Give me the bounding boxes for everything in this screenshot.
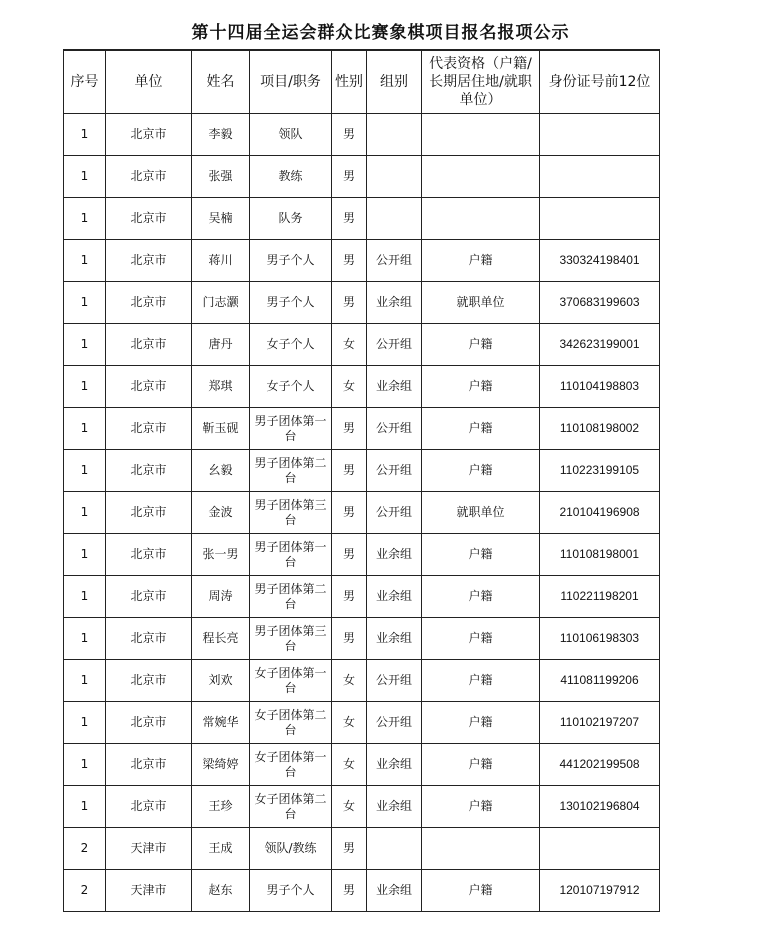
cell-name: 张强 — [192, 156, 250, 198]
cell-unit: 北京市 — [106, 534, 192, 576]
cell-unit: 北京市 — [106, 450, 192, 492]
cell-id-prefix: 110102197207 — [540, 702, 660, 744]
cell-eligibility: 户籍 — [422, 450, 540, 492]
cell-eligibility: 户籍 — [422, 786, 540, 828]
cell-event-role: 男子团体第一台 — [250, 534, 332, 576]
cell-group: 业余组 — [367, 282, 422, 324]
cell-name: 程长亮 — [192, 618, 250, 660]
table-row — [64, 114, 660, 156]
cell-eligibility: 户籍 — [422, 618, 540, 660]
header-id-prefix: 身份证号前12位 — [540, 50, 660, 114]
cell-index: 1 — [64, 324, 106, 366]
cell-name: 常婉华 — [192, 702, 250, 744]
cell-id-prefix: 110106198303 — [540, 618, 660, 660]
cell-gender: 男 — [332, 198, 367, 240]
table-row — [64, 660, 660, 702]
cell-group: 公开组 — [367, 492, 422, 534]
header-event-role: 项目/职务 — [250, 50, 332, 114]
header-row — [64, 50, 660, 114]
cell-gender: 女 — [332, 786, 367, 828]
cell-id-prefix: 110104198803 — [540, 366, 660, 408]
cell-eligibility: 就职单位 — [422, 492, 540, 534]
cell-id-prefix: 330324198401 — [540, 240, 660, 282]
cell-index: 1 — [64, 660, 106, 702]
cell-id-prefix: 342623199001 — [540, 324, 660, 366]
cell-group: 业余组 — [367, 534, 422, 576]
cell-unit: 天津市 — [106, 828, 192, 870]
cell-group: 业余组 — [367, 744, 422, 786]
header-eligibility: 代表资格（户籍/长期居住地/就职单位） — [422, 50, 540, 114]
cell-group: 公开组 — [367, 408, 422, 450]
cell-index: 1 — [64, 240, 106, 282]
cell-name: 梁绮婷 — [192, 744, 250, 786]
cell-name: 李毅 — [192, 114, 250, 156]
cell-group: 业余组 — [367, 576, 422, 618]
cell-id-prefix: 110221198201 — [540, 576, 660, 618]
cell-event-role: 男子团体第三台 — [250, 618, 332, 660]
cell-eligibility — [422, 828, 540, 870]
cell-event-role: 男子个人 — [250, 240, 332, 282]
cell-index: 2 — [64, 870, 106, 912]
cell-index: 1 — [64, 534, 106, 576]
cell-gender: 男 — [332, 492, 367, 534]
cell-eligibility: 户籍 — [422, 660, 540, 702]
cell-index: 1 — [64, 282, 106, 324]
cell-gender: 男 — [332, 450, 367, 492]
header-gender: 性别 — [332, 50, 367, 114]
cell-group: 公开组 — [367, 660, 422, 702]
cell-name: 幺毅 — [192, 450, 250, 492]
cell-unit: 北京市 — [106, 492, 192, 534]
cell-event-role: 领队 — [250, 114, 332, 156]
table-row — [64, 534, 660, 576]
cell-group: 业余组 — [367, 618, 422, 660]
cell-index: 1 — [64, 156, 106, 198]
table-row — [64, 198, 660, 240]
cell-eligibility: 就职单位 — [422, 282, 540, 324]
cell-group: 公开组 — [367, 702, 422, 744]
cell-unit: 北京市 — [106, 198, 192, 240]
cell-gender: 女 — [332, 702, 367, 744]
cell-index: 1 — [64, 786, 106, 828]
header-name: 姓名 — [192, 50, 250, 114]
cell-id-prefix: 110108198001 — [540, 534, 660, 576]
cell-event-role: 男子团体第二台 — [250, 450, 332, 492]
cell-id-prefix — [540, 156, 660, 198]
cell-gender: 女 — [332, 324, 367, 366]
cell-event-role: 女子团体第一台 — [250, 660, 332, 702]
cell-group: 公开组 — [367, 324, 422, 366]
cell-event-role: 女子个人 — [250, 324, 332, 366]
cell-unit: 北京市 — [106, 786, 192, 828]
table-row — [64, 786, 660, 828]
cell-id-prefix: 110108198002 — [540, 408, 660, 450]
cell-name: 郑琪 — [192, 366, 250, 408]
cell-index: 1 — [64, 366, 106, 408]
cell-event-role: 男子团体第二台 — [250, 576, 332, 618]
cell-event-role: 男子个人 — [250, 870, 332, 912]
cell-unit: 北京市 — [106, 366, 192, 408]
cell-eligibility: 户籍 — [422, 366, 540, 408]
cell-index: 1 — [64, 408, 106, 450]
table-row — [64, 450, 660, 492]
cell-name: 张一男 — [192, 534, 250, 576]
cell-id-prefix: 130102196804 — [540, 786, 660, 828]
cell-event-role: 领队/教练 — [250, 828, 332, 870]
cell-unit: 北京市 — [106, 114, 192, 156]
cell-event-role: 男子团体第三台 — [250, 492, 332, 534]
cell-event-role: 男子个人 — [250, 282, 332, 324]
cell-eligibility: 户籍 — [422, 870, 540, 912]
cell-eligibility — [422, 156, 540, 198]
cell-name: 赵东 — [192, 870, 250, 912]
table-row — [64, 324, 660, 366]
cell-unit: 北京市 — [106, 282, 192, 324]
table-row — [64, 282, 660, 324]
cell-id-prefix: 120107197912 — [540, 870, 660, 912]
cell-index: 2 — [64, 828, 106, 870]
cell-eligibility: 户籍 — [422, 576, 540, 618]
cell-name: 蒋川 — [192, 240, 250, 282]
cell-gender: 女 — [332, 366, 367, 408]
table-row — [64, 870, 660, 912]
cell-event-role: 教练 — [250, 156, 332, 198]
table-row — [64, 156, 660, 198]
header-unit: 单位 — [106, 50, 192, 114]
cell-group — [367, 156, 422, 198]
cell-gender: 男 — [332, 282, 367, 324]
cell-name: 王珍 — [192, 786, 250, 828]
cell-eligibility: 户籍 — [422, 240, 540, 282]
cell-gender: 男 — [332, 156, 367, 198]
cell-unit: 北京市 — [106, 660, 192, 702]
cell-eligibility: 户籍 — [422, 534, 540, 576]
cell-group: 业余组 — [367, 870, 422, 912]
cell-gender: 男 — [332, 240, 367, 282]
cell-id-prefix: 441202199508 — [540, 744, 660, 786]
cell-index: 1 — [64, 576, 106, 618]
cell-event-role: 女子团体第一台 — [250, 744, 332, 786]
cell-name: 刘欢 — [192, 660, 250, 702]
cell-group: 公开组 — [367, 240, 422, 282]
cell-event-role: 男子团体第一台 — [250, 408, 332, 450]
cell-group: 业余组 — [367, 786, 422, 828]
header-index: 序号 — [64, 50, 106, 114]
cell-event-role: 女子个人 — [250, 366, 332, 408]
cell-name: 吴楠 — [192, 198, 250, 240]
table-row — [64, 828, 660, 870]
cell-gender: 男 — [332, 870, 367, 912]
table-row — [64, 366, 660, 408]
cell-unit: 北京市 — [106, 156, 192, 198]
cell-unit: 北京市 — [106, 618, 192, 660]
cell-eligibility: 户籍 — [422, 744, 540, 786]
cell-group: 业余组 — [367, 366, 422, 408]
cell-gender: 女 — [332, 744, 367, 786]
table-row — [64, 408, 660, 450]
cell-event-role: 队务 — [250, 198, 332, 240]
cell-eligibility: 户籍 — [422, 408, 540, 450]
cell-name: 王成 — [192, 828, 250, 870]
registration-table — [63, 49, 660, 912]
cell-unit: 北京市 — [106, 576, 192, 618]
cell-group: 公开组 — [367, 450, 422, 492]
cell-index: 1 — [64, 450, 106, 492]
cell-unit: 北京市 — [106, 324, 192, 366]
cell-eligibility: 户籍 — [422, 324, 540, 366]
cell-gender: 男 — [332, 576, 367, 618]
cell-id-prefix: 411081199206 — [540, 660, 660, 702]
cell-gender: 男 — [332, 408, 367, 450]
cell-id-prefix: 210104196908 — [540, 492, 660, 534]
cell-index: 1 — [64, 114, 106, 156]
cell-id-prefix: 370683199603 — [540, 282, 660, 324]
cell-name: 门志灏 — [192, 282, 250, 324]
table-row — [64, 492, 660, 534]
cell-unit: 天津市 — [106, 870, 192, 912]
cell-event-role: 女子团体第二台 — [250, 702, 332, 744]
cell-index: 1 — [64, 702, 106, 744]
cell-unit: 北京市 — [106, 744, 192, 786]
table-row — [64, 618, 660, 660]
table-body — [64, 114, 660, 912]
cell-gender: 男 — [332, 534, 367, 576]
cell-name: 唐丹 — [192, 324, 250, 366]
cell-index: 1 — [64, 492, 106, 534]
cell-id-prefix: 110223199105 — [540, 450, 660, 492]
cell-index: 1 — [64, 618, 106, 660]
document-title: 第十四届全运会群众比赛象棋项目报名报项公示 — [191, 23, 570, 43]
cell-id-prefix — [540, 198, 660, 240]
cell-eligibility — [422, 198, 540, 240]
table-row — [64, 744, 660, 786]
cell-group — [367, 198, 422, 240]
cell-name: 靳玉砚 — [192, 408, 250, 450]
table-row — [64, 576, 660, 618]
cell-gender: 男 — [332, 114, 367, 156]
cell-group — [367, 114, 422, 156]
cell-unit: 北京市 — [106, 240, 192, 282]
cell-gender: 女 — [332, 660, 367, 702]
cell-id-prefix — [540, 828, 660, 870]
cell-gender: 男 — [332, 618, 367, 660]
cell-index: 1 — [64, 198, 106, 240]
table-row — [64, 240, 660, 282]
cell-name: 周涛 — [192, 576, 250, 618]
cell-id-prefix — [540, 114, 660, 156]
cell-unit: 北京市 — [106, 408, 192, 450]
cell-unit: 北京市 — [106, 702, 192, 744]
header-group: 组别 — [367, 50, 422, 114]
table-row — [64, 702, 660, 744]
cell-name: 金波 — [192, 492, 250, 534]
cell-eligibility: 户籍 — [422, 702, 540, 744]
cell-event-role: 女子团体第二台 — [250, 786, 332, 828]
cell-group — [367, 828, 422, 870]
cell-index: 1 — [64, 744, 106, 786]
cell-gender: 男 — [332, 828, 367, 870]
cell-eligibility — [422, 114, 540, 156]
